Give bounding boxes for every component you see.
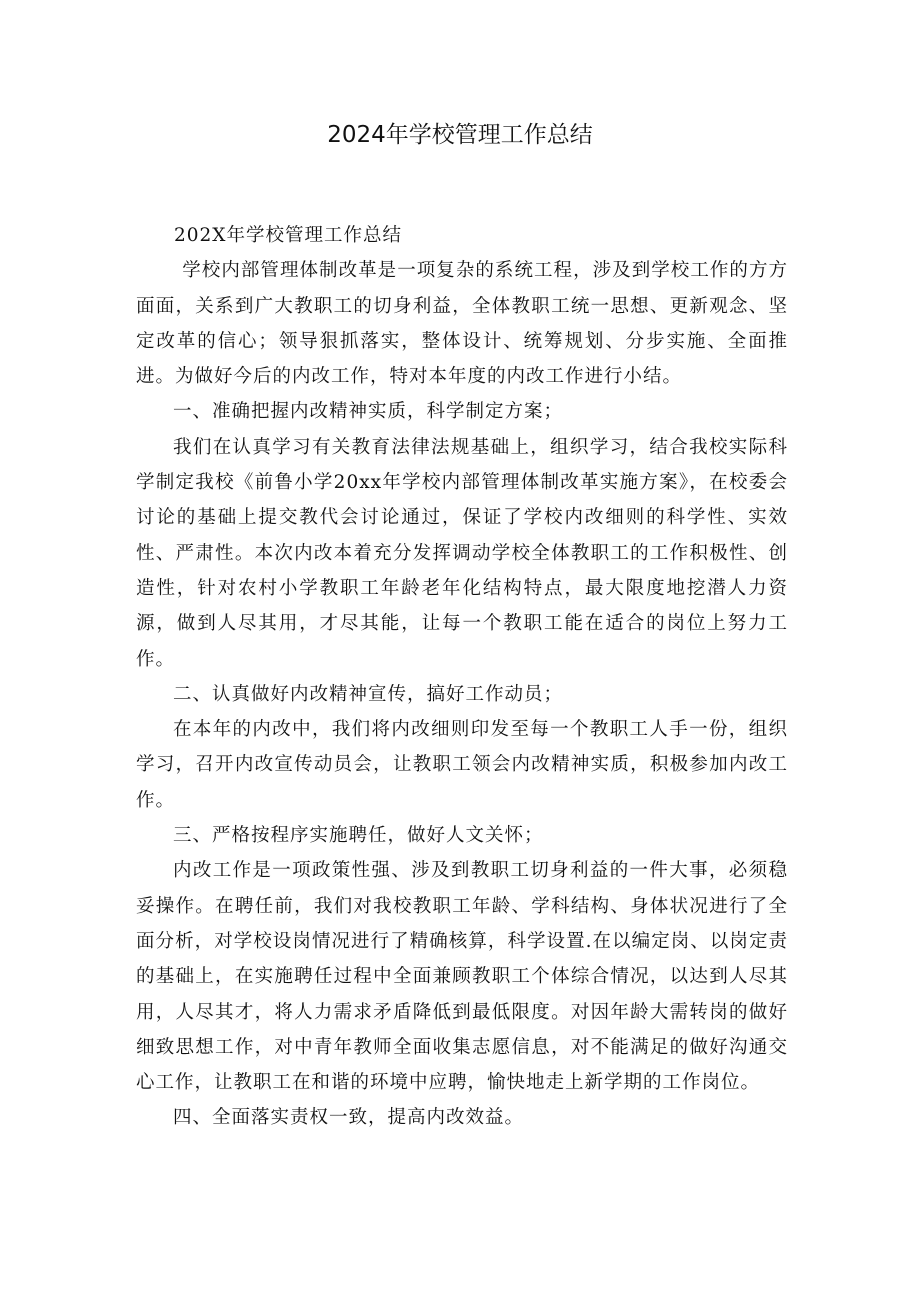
- document-body: [136, 218, 788, 1136]
- paragraph-section-2: 在本年的内改中，我们将内改细则印发至每一个教职工人手一份，组织学习，召开内改宣传动员会，让教职工领会内改精神实质，积极参加内改工作。: [136, 719, 788, 811]
- section-heading-1: 一、准确把握内改精神实质，科学制定方案；: [173, 401, 564, 423]
- paragraph-section-1: 我们在认真学习有关教育法律法规基础上，组织学习，结合我校实际科学制定我校《前鲁小学20xx年学校内部管理体制改革实施方案》，在校委会讨论的基础上提交教代会讨论通过，保证了学校内改细则的科学性、实效性、严肃性。本次内改本着充分发挥调动学校全体教职工的工作积极性、创造性，针对农村小学教职工年龄老年化结构特点，最大限度地挖潜人力资源，做到人尽其用，才尽其能，让每一个教职工能在适合的岗位上努力工作。: [136, 436, 788, 670]
- document-title: 2024年学校管理工作总结: [327, 122, 593, 148]
- paragraph-section-3: 内改工作是一项政策性强、涉及到教职工切身利益的一件大事，必须稳妥操作。在聘任前，我们对我校教职工年龄、学科结构、身体状况进行了全面分析，对学校设岗情况进行了精确核算，科学设置.在以编定岗、以岗定责的基础上，在实施聘任过程中全面兼顾教职工个体综合情况，以达到人尽其用，人尽其才，将人力需求矛盾降低到最低限度。对因年龄大需转岗的做好细致思想工作，对中青年教师全面收集志愿信息，对不能满足的做好沟通交心工作，让教职工在和谐的环境中应聘，愉快地走上新学期的工作岗位。: [136, 860, 788, 1094]
- section-heading-2: 二、认真做好内改精神宣传，搞好工作动员；: [173, 683, 564, 705]
- section-heading-4: 四、全面落实责权一致，提高内改效益。: [173, 1107, 525, 1129]
- section-heading-3: 三、严格按程序实施聘任，做好人文关怀；: [173, 825, 544, 847]
- paragraph-intro: 学校内部管理体制改革是一项复杂的系统工程，涉及到学校工作的方方面面，关系到广大教职工的切身利益，全体教职工统一思想、更新观念、坚定改革的信心；领导狠抓落实，整体设计、统筹规划、分步实施、全面推进。为做好今后的内改工作，特对本年度的内改工作进行小结。: [136, 260, 788, 388]
- document-subtitle: 202X年学校管理工作总结: [174, 225, 402, 246]
